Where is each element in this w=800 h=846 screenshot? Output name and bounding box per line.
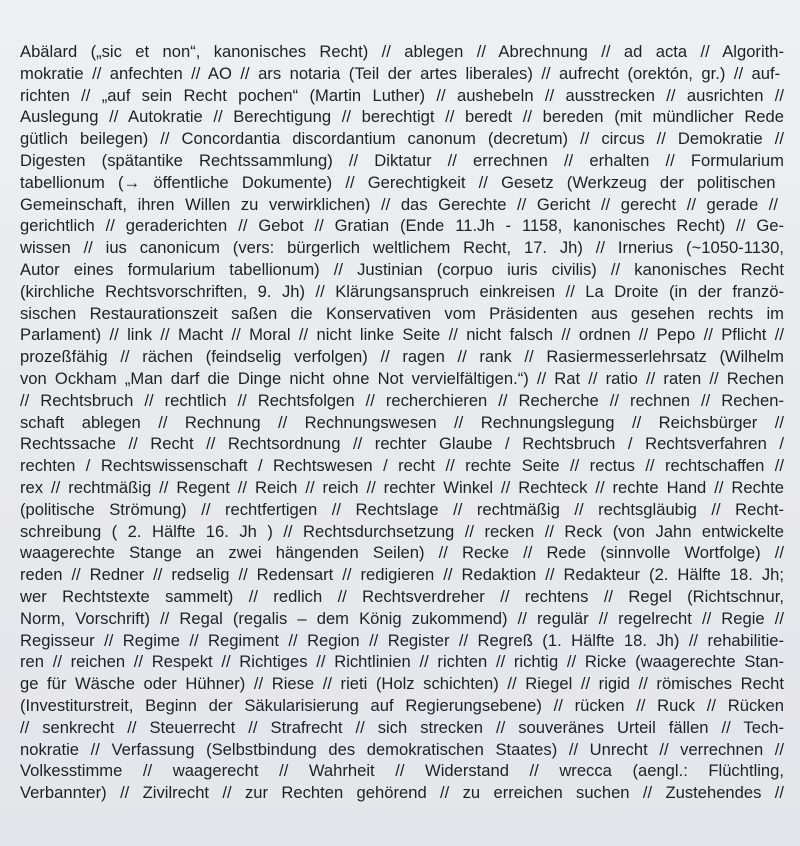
keyword-text-block: [20, 41, 784, 804]
text-line: reden // Redner // redselig // Redensart // redigieren // Redaktion // Redakteur (2. Hälfte 18. Jh;: [20, 565, 784, 585]
text-line: (politische Strömung) // rechtfertigen // Rechtslage // rechtmäßig // rechtsgläubig // Recht-: [20, 499, 784, 519]
text-line: // Rechtsbruch // rechtlich // Rechtsfolgen // recherchieren // Recherche // rechnen // Rechen-: [20, 390, 784, 410]
text-line: ren // reichen // Respekt // Richtiges // Richtlinien // richten // richtig // Ricke (waagerechte Stan-: [20, 652, 784, 672]
text-line: von Ockham „Man darf die Dinge nicht ohne Not vervielfältigen.“) // Rat // ratio // raten // Rechen: [20, 368, 784, 388]
text-line: (kirchliche Rechtsvorschriften, 9. Jh) // Klärungsanspruch einkreisen // La Droite (in der franzö-: [20, 281, 784, 301]
text-line: Volkesstimme // waagerecht // Wahrheit // Widerstand // wrecca (aengl.: Flüchtling,: [20, 761, 785, 781]
text-line: waagerechte Stange an zwei hängenden Seilen) // Recke // Rede (sinnvolle Wortfolge) //: [20, 543, 784, 563]
text-line: gütlich beilegen) // Concordantia discordantium canonum (decretum) // circus // Demokratie //: [20, 129, 784, 149]
text-line: Parlament) // link // Macht // Moral // nicht linke Seite // nicht falsch // ordnen // Pepo // Pflicht //: [20, 325, 784, 345]
text-line: (Investiturstreit, Beginn der Säkularisierung auf Regierungsebene) // rücken // Ruck // Rücken: [20, 695, 784, 715]
text-line: wer Rechtstexte sammelt) // redlich // Rechtsverdreher // rechtens // Regel (Richtschnur,: [20, 586, 784, 606]
text-line: rex // rechtmäßig // Regent // Reich // reich // rechter Winkel // Rechteck // rechte Hand // Rechte: [20, 477, 784, 497]
text-line: Verbannter) // Zivilrecht // zur Rechten gehörend // zu erreichen suchen // Zustehendes //: [20, 783, 784, 803]
text-line: nokratie // Verfassung (Selbstbindung des demokratischen Staates) // Unrecht // verrechnen //: [20, 739, 784, 759]
text-line: mokratie // anfechten // AO // ars notaria (Teil der artes liberales) // aufrecht (orektón, gr.) // auf-: [20, 63, 781, 83]
text-line: gerichtlich // geraderichten // Gebot // Gratian (Ende 11.Jh - 1158, kanonisches Recht) // Ge-: [20, 216, 785, 236]
text-line: Autor eines formularium tabellionum) // Justinian (corpuo iuris civilis) // kanonisches Recht: [20, 259, 784, 279]
text-line: richten // „auf sein Recht pochen“ (Martin Luther) // aushebeln // ausstrecken // ausrichten //: [20, 85, 784, 105]
text-line: sischen Restaurationszeit saßen die Konservativen vom Präsidenten aus gesehen rechts im: [20, 303, 784, 323]
text-line: Gemeinschaft, ihren Willen zu verwirklichen) // das Gerechte // Gericht // gerecht // gerade //: [20, 194, 779, 214]
text-line: Rechtssache // Recht // Rechtsordnung // rechter Glaube / Rechtsbruch / Rechtsverfahren /: [20, 434, 785, 454]
text-line: Digesten (spätantike Rechtssammlung) // Diktatur // errechnen // erhalten // Formularium: [20, 150, 784, 170]
text-line: // senkrecht // Steuerrecht // Strafrecht // sich strecken // souveränes Urteil fällen // Tech-: [20, 717, 784, 737]
text-line: ge für Wäsche oder Hühner) // Riese // rieti (Holz schichten) // Riegel // rigid // römisches Recht: [20, 674, 784, 694]
text-line: rechten / Rechtswissenschaft / Rechtswesen / recht // rechte Seite // rectus // rechtschaffen //: [20, 456, 784, 476]
text-line: Abälard („sic et non“, kanonisches Recht) // ablegen // Abrechnung // ad acta // Algorith-: [20, 42, 784, 61]
text-line: schaft ablegen // Rechnung // Rechnungswesen // Rechnungslegung // Reichsbürger //: [20, 412, 784, 432]
text-line: Regisseur // Regime // Regiment // Region // Register // Regreß (1. Hälfte 18. Jh) // rehabilitie-: [20, 630, 785, 650]
text-line: Norm, Vorschrift) // Regal (regalis – dem König zukommend) // regulär // regelrecht // Regie //: [20, 608, 784, 628]
text-line: Auslegung // Autokratie // Berechtigung // berechtigt // beredt // bereden (mit mündlicher Rede: [20, 107, 784, 127]
text-line: tabellionum (→ öffentliche Dokumente) // Gerechtigkeit // Gesetz (Werkzeug der politischen: [20, 172, 776, 192]
text-line: prozeßfähig // rächen (feindselig verfolgen) // ragen // rank // Rasiermesserlehrsatz (Wilhelm: [20, 347, 784, 367]
text-line: schreibung ( 2. Hälfte 16. Jh ) // Rechtsdurchsetzung // recken // Reck (von Jahn entwickelte: [20, 521, 784, 541]
text-line: wissen // ius canonicum (vers: bürgerlich weltlichem Recht, 17. Jh) // Irnerius (~1050-1130,: [20, 238, 784, 258]
